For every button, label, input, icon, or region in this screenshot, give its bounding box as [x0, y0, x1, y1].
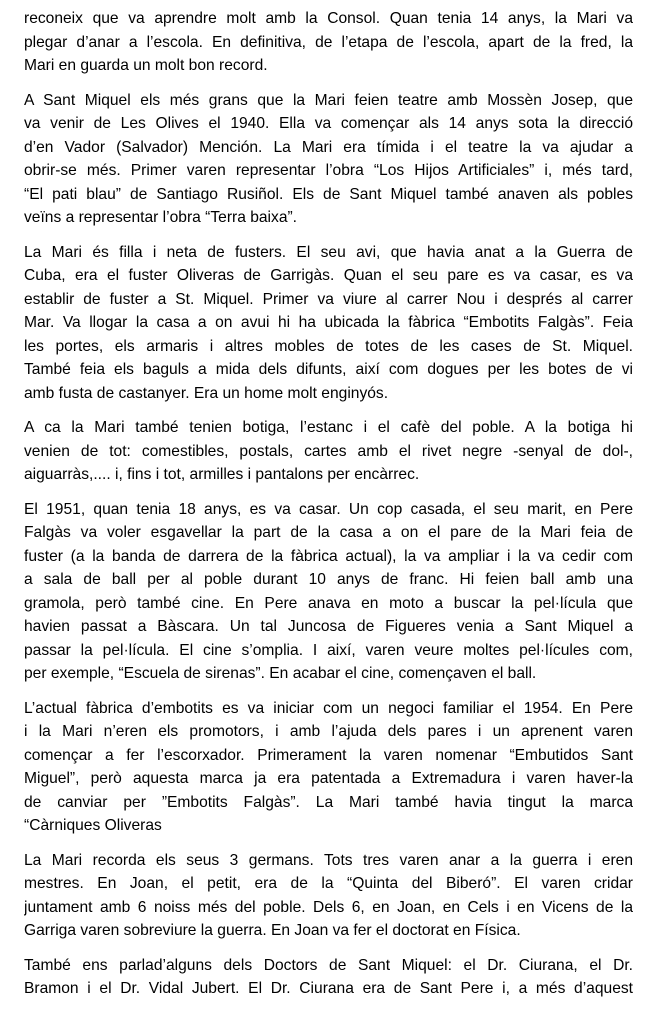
- text-line: Mari en guarda un molt bon record.: [24, 57, 268, 74]
- paragraph-school: [24, 7, 633, 78]
- paragraph-shop: [24, 416, 633, 487]
- paragraph-doctors: [24, 954, 633, 1001]
- text-line: mestres. En Joan, el petit, era de la “Quinta del Biberó”. El varen cridar: [24, 875, 633, 892]
- text-line: L’actual fàbrica d’embotits es va iniciar com un negoci familiar el 1954. En Pere: [24, 699, 633, 717]
- paragraph-carpenters: [24, 241, 633, 406]
- text-line: La Mari recorda els seus 3 germans. Tots tres varen anar a la guerra i eren: [24, 851, 633, 869]
- text-line: establir de fuster a St. Miquel. Primer va viure al carrer Nou i després al carrer: [24, 290, 633, 308]
- text-line: amb fusta de castanyer. Era un home molt enginyós.: [24, 384, 389, 402]
- text-line: Cuba, era el fuster Oliveras de Garrigàs. Quan el seu pare es va casar, es va: [24, 267, 633, 284]
- text-line: La Mari és filla i neta de fusters. El seu avi, que havia anat a la Guerra de: [24, 243, 633, 261]
- text-line: També ens parlad’alguns dels Doctors de Sant Miquel: el Dr. Ciurana, el Dr.: [24, 956, 633, 974]
- text-line: juntament amb 6 noiss més del poble. Dels 6, en Joan, en Cels i en Vicens de la: [24, 898, 633, 916]
- text-line: passar la pel·lícula. El cine s’omplia. I així, varen veure moltes pel·lícules com,: [24, 641, 633, 659]
- text-line: A Sant Miquel els més grans que la Mari feien teatre amb Mossèn Josep, que: [24, 91, 633, 109]
- text-line: “Càrniques Oliveras: [24, 817, 162, 834]
- text-line: “El pati blau” de Santiago Rusiñol. Els de Sant Miquel també anaven als pobles: [24, 185, 633, 203]
- text-line: havien passat a Bàscara. Un tal Juncosa de Figueres venia a Sant Miquel a: [24, 618, 633, 635]
- text-line: El 1951, quan tenia 18 anys, es va casar. Un cop casada, el seu marit, en Pere: [24, 500, 633, 518]
- text-line: Falgàs va voler esgavellar la part de la casa a on el pare de la Mari feia de: [24, 524, 633, 541]
- text-line: plegar d’anar a l’escola. En definitiva, de l’etapa de l’escola, apart de la fred, la: [24, 33, 633, 51]
- text-line: gramola, però també cine. En Pere anava en moto a buscar la pel·lícula que: [24, 594, 633, 612]
- text-line: Miguel”, però aquesta marca ja era patentada a Extremadura i varen haver-la: [24, 770, 633, 787]
- paragraph-theatre: [24, 89, 633, 230]
- paragraph-factory: [24, 697, 633, 838]
- text-line: i la Mari n’eren els promotors, i amb l’ajuda dels pares i un aprenent varen: [24, 723, 633, 740]
- text-line: començar a fer l’escorxador. Primerament la varen nomenar “Embutidos Sant: [24, 746, 633, 764]
- text-line: d’en Vador (Salvador) Mención. La Mari era tímida i el teatre la va ajudar a: [24, 138, 633, 156]
- text-line: A ca la Mari també tenien botiga, l’estanc i el cafè del poble. A la botiga hi: [24, 419, 633, 436]
- text-line: Mar. Va llogar la casa a on avui hi ha ubicada la fàbrica “Embotits Falgàs”. Feia: [24, 314, 633, 331]
- document-page: [0, 7, 657, 1031]
- text-line: aiguarràs,.... i, fins i tot, armilles i pantalons per encàrrec.: [24, 466, 420, 483]
- text-line: per exemple, “Escuela de sirenas”. En acabar el cine, començaven el ball.: [24, 665, 537, 682]
- text-line: venien de tot: comestibles, postals, cartes amb el rivet negre -senyal de dol-,: [24, 442, 633, 460]
- text-line: obrir-se més. Primer varen representar l’obra “Los Hijos Artificiales” i, més tard,: [24, 162, 633, 179]
- text-line: a sala de ball per al poble durant 10 anys de franc. Hi feien ball amb una: [24, 571, 633, 588]
- paragraph-marriage: [24, 498, 633, 686]
- text-line: veïns a representar l’obra “Terra baixa”.: [24, 209, 298, 226]
- text-line: de canviar per ”Embotits Falgàs”. La Mari també havia tingut la marca: [24, 793, 633, 811]
- text-line: Bramon i el Dr. Vidal Jubert. El Dr. Ciurana era de Sant Pere i, a més d’aquest: [24, 980, 633, 997]
- text-line: fuster (a la banda de darrera de la fàbrica actual), la va ampliar i la va cedir com: [24, 547, 633, 565]
- text-line: les portes, els armaris i altres mobles de totes de les cases de St. Miquel.: [24, 337, 633, 355]
- text-line: va venir de Les Olives el 1940. Ella va començar als 14 anys sota la direcció: [24, 115, 633, 132]
- text-line: Garriga varen sobreviure la guerra. En Joan va fer el doctorat en Física.: [24, 922, 521, 939]
- paragraph-brothers: [24, 849, 633, 943]
- text-line: reconeix que va aprendre molt amb la Consol. Quan tenia 14 anys, la Mari va: [24, 10, 633, 27]
- text-line: També feia els baguls a mida dels difunts, així com dogues per les botes de vi: [24, 361, 633, 378]
